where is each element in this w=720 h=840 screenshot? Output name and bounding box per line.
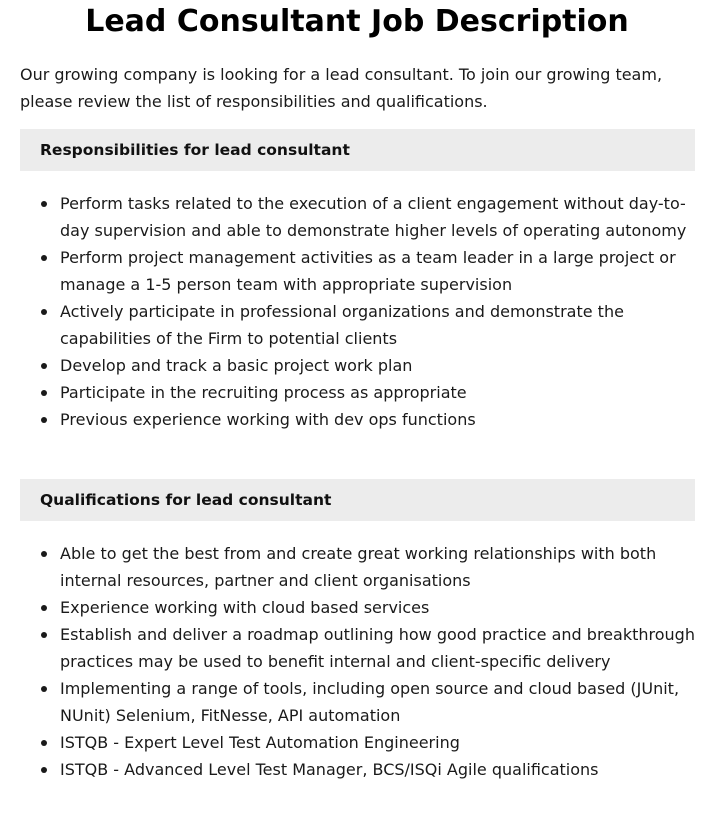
qualifications-heading: Qualifications for lead consultant [20,479,695,521]
responsibilities-heading: Responsibilities for lead consultant [20,129,695,171]
responsibility-item: Perform tasks related to the execution of a client engagement without day-to-day supervision and able to demonstrate higher levels of operating autonomy [20,190,700,244]
responsibilities-list [20,190,700,433]
qualification-item: Experience working with cloud based services [20,594,700,621]
qualification-item: Establish and deliver a roadmap outlining how good practice and breakthrough practices may be used to benefit internal and client-specific delivery [20,621,700,675]
responsibility-item: Previous experience working with dev ops functions [20,406,700,433]
responsibility-item: Participate in the recruiting process as appropriate [20,379,700,406]
qualification-item: Able to get the best from and create great working relationships with both internal resources, partner and client organisations [20,540,700,594]
qualifications-list [20,540,700,783]
qualification-item: ISTQB - Advanced Level Test Manager, BCS/ISQi Agile qualifications [20,756,700,783]
intro-paragraph: Our growing company is looking for a lead consultant. To join our growing team, please review the list of responsibilities and qualifications. [20,65,663,111]
qualification-item: Implementing a range of tools, including open source and cloud based (JUnit, NUnit) Selenium, FitNesse, API automation [20,675,700,729]
qualification-item: ISTQB - Expert Level Test Automation Engineering [20,729,700,756]
responsibility-item: Actively participate in professional organizations and demonstrate the capabilities of the Firm to potential clients [20,298,700,352]
responsibility-item: Perform project management activities as a team leader in a large project or manage a 1-5 person team with appropriate supervision [20,244,700,298]
responsibility-item: Develop and track a basic project work plan [20,352,700,379]
page-title: Lead Consultant Job Description [85,4,629,39]
